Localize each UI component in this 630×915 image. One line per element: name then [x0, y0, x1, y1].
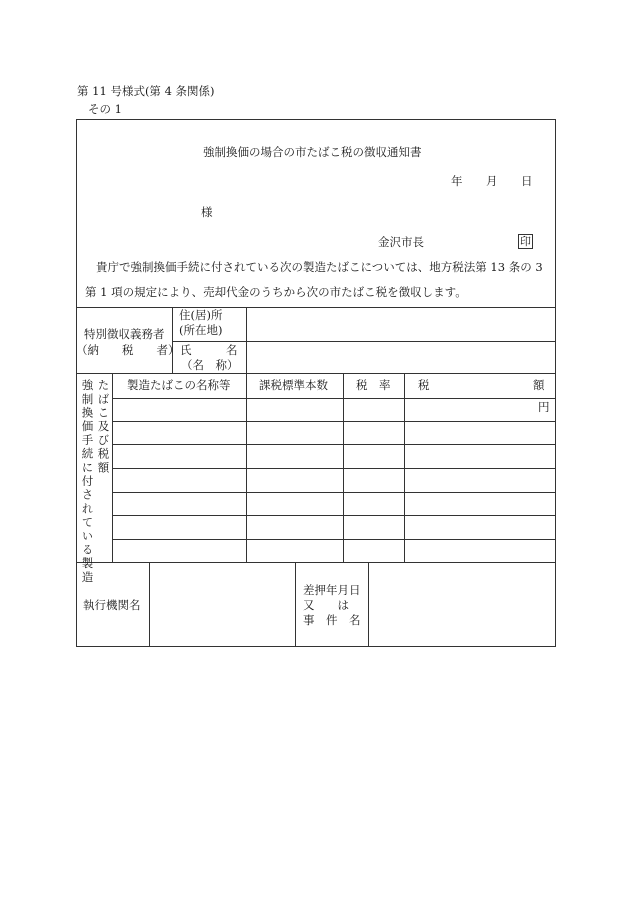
table-bottom-rule [76, 562, 556, 563]
table-row-rule [112, 515, 556, 516]
obligor-sub-label: （納 税 者） [76, 343, 180, 357]
seizure-label-line-1: 差押年月日 [303, 583, 361, 597]
obligor-bottom-rule [76, 373, 556, 374]
obligor-top-rule [76, 307, 556, 308]
header-tax-rate: 税 率 [356, 378, 391, 392]
header-taxable-count: 課税標準本数 [259, 378, 328, 392]
name-label-line-2: （名 称） [181, 358, 239, 372]
addressee-suffix: 様 [201, 205, 213, 219]
header-tax-amount-left: 税 [418, 378, 430, 392]
side-label-tobacco-tax: たばこ及び税額 [96, 379, 111, 475]
header-tobacco-name: 製造たばこの名称等 [127, 378, 231, 392]
table-row-rule [112, 444, 556, 445]
issuer-name: 金沢市長 [378, 235, 424, 249]
notice-body-line-2: 第 1 項の規定により、売却代金のうちから次の市たばこ税を徴収します。 [85, 285, 467, 299]
header-tax-amount-right: 額 [533, 378, 545, 392]
agency-label: 執行機関名 [83, 598, 141, 612]
obligor-label-divider [172, 307, 173, 373]
obligor-field-divider [246, 307, 247, 373]
address-label-line-1: 住(居)所 [179, 308, 223, 322]
notice-title: 強制換価の場合の市たばこ税の徴収通知書 [203, 145, 422, 159]
table-row-rule [112, 492, 556, 493]
seal-mark: 印 [520, 235, 531, 248]
date-year-label: 年 [451, 174, 463, 188]
form-sub-number: その 1 [88, 102, 122, 116]
address-label-line-2: (所在地) [179, 323, 223, 337]
notice-body-line-1: 貴庁で強制換価手続に付されている次の製造たばこについては、地方税法第 13 条の 3 [96, 260, 543, 274]
obligor-mid-rule [172, 341, 556, 342]
seizure-label-line-3: 事 件 名 [303, 613, 361, 627]
footer-divider-3 [368, 562, 369, 647]
table-row-rule [112, 539, 556, 540]
footer-divider-1 [149, 562, 150, 647]
table-row-rule [112, 421, 556, 422]
date-day-label: 日 [521, 174, 533, 188]
yen-unit: 円 [538, 400, 550, 414]
seizure-label-line-2: 又 は [303, 598, 349, 612]
footer-divider-2 [295, 562, 296, 647]
obligor-label: 特別徴収義務者 [84, 327, 165, 341]
side-label-enforcement: 強制換価手続に付されている製造 [80, 379, 95, 585]
name-label-line-1: 氏 名 [180, 343, 238, 357]
table-header-rule [112, 398, 556, 399]
form-number: 第 11 号様式(第 4 条関係) [77, 84, 215, 98]
table-row-rule [112, 468, 556, 469]
date-month-label: 月 [486, 174, 498, 188]
